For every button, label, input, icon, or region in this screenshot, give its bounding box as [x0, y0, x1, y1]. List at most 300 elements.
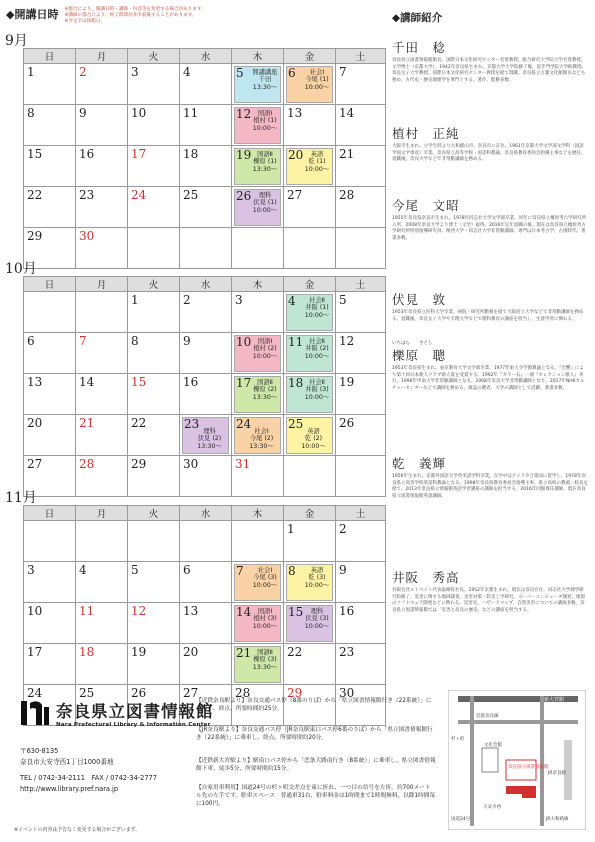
day-number: 27: [27, 457, 43, 471]
weekday-header: 水: [180, 277, 232, 292]
calendar-day-cell[interactable]: [232, 603, 284, 644]
calendar-day-cell[interactable]: [232, 644, 284, 685]
weekday-header: 木: [232, 506, 284, 521]
calendar-day-cell[interactable]: [284, 521, 336, 562]
calendar-day-cell[interactable]: [336, 105, 386, 146]
calendar-day-cell[interactable]: [76, 64, 128, 105]
weekday-header: 金: [284, 506, 336, 521]
calendar-day-cell: [336, 228, 386, 269]
library-logo: [20, 698, 214, 728]
calendar-week-row: [24, 562, 386, 603]
event-detail: 理科 伏見 (2) 13:30～: [197, 428, 222, 450]
day-number: 2: [183, 293, 191, 307]
day-number: 9: [339, 563, 347, 577]
calendar-week-row: [24, 228, 386, 269]
day-number: 17: [131, 147, 147, 161]
day-number: 21: [79, 416, 95, 430]
lecture-event[interactable]: [234, 376, 281, 413]
calendar-day-cell[interactable]: [284, 187, 336, 228]
calendar-day-cell[interactable]: [284, 105, 336, 146]
calendar-week-row: [24, 644, 386, 685]
event-detail: 国語Ⅰ 植村 (2) 10:00～: [252, 338, 278, 360]
lecture-event[interactable]: [234, 66, 281, 103]
day-number: 12: [236, 107, 252, 121]
lecturer-bio: 有限会社ルトペイト代表取締役社長。1952年京都生まれ。現在は奈良在住。同志社大学理学研究科修了。災害に関する地域調査、災害対策・防災工学研究、スーパーコンピュータ開発、地図のソフトウェア開発などに携わる。災害史、ハザードマップ、自然災害についての講演多数。奈良県立図書情報館では「災害と奈良の歴史」などの講座を担当する。: [392, 588, 586, 613]
day-number: 25: [183, 188, 199, 202]
calendar-day-cell[interactable]: [24, 562, 76, 603]
calendar-day-cell[interactable]: [128, 292, 180, 333]
day-number: 30: [339, 686, 355, 700]
lecturer-bio: 1953年奈良県立医科大学卒業。病院・研究所勤務を経て大阪府立大学などで非常勤講師を務める。退職後、奈良女子大学や天理大学などで理科教育の講座を担当し、生涯学習に関わる。: [392, 310, 584, 322]
calendar-day-cell[interactable]: [76, 456, 128, 497]
day-number: 24: [131, 188, 147, 202]
day-number: 14: [79, 375, 95, 389]
calendar-day-cell[interactable]: [76, 415, 128, 456]
day-number: 18: [183, 147, 199, 161]
day-number: 7: [339, 65, 347, 79]
library-address: [20, 746, 157, 794]
event-detail: 社会Ⅰ 今尾 (2) 13:30～: [249, 428, 274, 450]
day-number: 29: [131, 457, 147, 471]
calendar-day-cell[interactable]: [232, 292, 284, 333]
lecture-event[interactable]: [234, 646, 281, 683]
day-number: 28: [235, 686, 251, 700]
access-route: 【自家用車利用】国道24号の杉ヶ町交差点を東に折れ、一つ目の信号を左折。約700メートル先の左手です。駐車スペース 普通車31台、駐車料金は1時間まで1時間無料、以降1時間毎に100円。: [196, 785, 436, 807]
calendar-day-cell[interactable]: [24, 187, 76, 228]
calendar-day-cell[interactable]: [284, 603, 336, 644]
weekday-header: 土: [336, 506, 386, 521]
weekday-header: 土: [336, 49, 386, 64]
lecture-event[interactable]: [234, 417, 281, 454]
calendar-week-row: [24, 603, 386, 644]
month-label: 11月: [5, 490, 37, 506]
calendar-day-cell[interactable]: [24, 146, 76, 187]
calendar-day-cell: [24, 521, 76, 562]
lecturers-title: ◆講師紹介: [392, 12, 443, 24]
calendar-day-cell[interactable]: [128, 105, 180, 146]
calendar-day-cell[interactable]: [284, 64, 336, 105]
schedule-header: [6, 6, 206, 26]
calendar-day-cell[interactable]: [76, 146, 128, 187]
lecture-event[interactable]: [182, 417, 229, 454]
calendar-day-cell[interactable]: [76, 374, 128, 415]
day-number: 22: [27, 188, 43, 202]
street-address: 奈良市大安寺西1丁目1000番地: [20, 757, 114, 766]
day-number: 27: [287, 188, 303, 202]
weekday-header: 火: [128, 277, 180, 292]
day-number: 1: [287, 522, 295, 536]
calendar-day-cell[interactable]: [180, 644, 232, 685]
calendar-day-cell[interactable]: [336, 644, 386, 685]
day-number: 22: [287, 645, 303, 659]
lecturer-name: 千田 稔: [392, 40, 447, 55]
calendar-day-cell[interactable]: [128, 64, 180, 105]
event-detail: 英語 乾 (2) 10:00～: [301, 428, 326, 450]
lecture-event[interactable]: [286, 294, 333, 331]
calendar-week-row: [24, 292, 386, 333]
lecture-event[interactable]: [286, 66, 333, 103]
calendar-day-cell[interactable]: [180, 603, 232, 644]
day-number: 7: [236, 564, 244, 578]
weekday-header: 金: [284, 277, 336, 292]
calendar-day-cell: [180, 521, 232, 562]
map-label: 奈良県立図書情報館: [508, 765, 549, 770]
lecturer-name: 井阪 秀高: [392, 570, 460, 585]
lecture-event[interactable]: [286, 417, 333, 454]
access-route: 【JR奈良駅より】奈良交通バス停（JR奈良駅東口バス停6番のりば）から「県立図書情報館行き（22系統）」に乗車し、終点、所要時間約20分。: [196, 727, 433, 741]
calendar-day-cell: [128, 228, 180, 269]
calendar-week-row: [24, 521, 386, 562]
calendar-table: [23, 276, 386, 497]
day-number: 21: [339, 147, 355, 161]
library-name-en: Nara Prefectural Library & Information Center: [56, 722, 211, 728]
lecturer-bio: 大阪市生まれ。小学生時より大和郡山市、奈良市に在住。1961年京都大学文学部文学科（国語学国文学専攻）卒業。奈良県立高等学校・国語科教諭、奈良県教育委員会指導主事などを歴任。退職後、奈良大学などで非常勤講師を務める。: [392, 144, 586, 163]
calendar-day-cell[interactable]: [336, 64, 386, 105]
calendar-day-cell[interactable]: [24, 374, 76, 415]
calendar-day-cell[interactable]: [24, 64, 76, 105]
calendar-day-cell[interactable]: [180, 456, 232, 497]
day-number: 5: [236, 66, 244, 80]
calendar-day-cell[interactable]: [336, 415, 386, 456]
day-number: 19: [236, 148, 252, 162]
day-number: 29: [287, 686, 303, 700]
day-number: 19: [339, 375, 355, 389]
day-number: 23: [79, 188, 95, 202]
lecturer-bio: 1956年生まれ。京都外国語大学英米語学科卒業。在学中はアメリカ合衆国に留学し、1978年奈良県立高等学校英語科教諭となる。1998年奈良県教育委員会指導主事、県立高校の教頭・校長を経て、2013年奈良県立情報館英語学習講座の講師を担当する。2016年同館専任講師、現在奈良県立図書情報館英語講師。: [392, 474, 588, 499]
calendar-week-row: [24, 415, 386, 456]
calendar-day-cell[interactable]: [24, 644, 76, 685]
day-number: 1: [131, 293, 139, 307]
weekday-header: 金: [284, 49, 336, 64]
calendar-day-cell[interactable]: [180, 415, 232, 456]
calendar-day-cell[interactable]: [180, 292, 232, 333]
day-number: 30: [183, 457, 199, 471]
calendar-day-cell[interactable]: [284, 374, 336, 415]
day-number: 7: [79, 334, 87, 348]
event-detail: 国語Ⅰ 植村 (1) 10:00～: [252, 110, 278, 132]
weekday-header: 日: [24, 277, 76, 292]
day-number: 5: [131, 563, 139, 577]
lecture-event[interactable]: [234, 335, 281, 372]
calendar-day-cell: [76, 521, 128, 562]
day-number: 10: [27, 604, 43, 618]
lecturer-bio: 1953年奈良県生まれ。東京教育大学文学部卒業。1977年東大寺学園教諭となる。『光響』により第十回日本歌人クラブ新人賞を受賞する。1992年『カラー石』一冊『セレクション歌人』刊行。1996年甲南大学非常勤講師となる。2008年奈良大学非常勤講師となり、2017年NHKカルチャーセンターなどで講師を務める。歌誌の選者、大学の講師として活躍。著書多数。: [392, 366, 585, 391]
postal-code: 〒630-8135: [20, 747, 59, 755]
day-number: 31: [235, 457, 251, 471]
day-number: 25: [79, 686, 95, 700]
calendar-day-cell[interactable]: [232, 64, 284, 105]
lecturer-entry: [392, 124, 588, 164]
lecture-event[interactable]: [234, 564, 281, 601]
calendar-day-cell: [284, 228, 336, 269]
event-detail: 開講講座 千田 13:30～: [252, 69, 278, 91]
weekday-header: 月: [76, 506, 128, 521]
day-number: 12: [339, 334, 355, 348]
calendar-day-cell[interactable]: [128, 146, 180, 187]
calendar-day-cell[interactable]: [336, 187, 386, 228]
library-logo-icon: [20, 699, 50, 727]
calendar-day-cell[interactable]: [284, 333, 336, 374]
calendar-day-cell[interactable]: [232, 146, 284, 187]
day-number: 19: [131, 645, 147, 659]
day-number: 24: [236, 417, 252, 431]
event-detail: 社会Ⅱ 井阪 (2) 10:00～: [304, 338, 330, 360]
calendar-day-cell[interactable]: [76, 562, 128, 603]
lecturer-entry: [392, 454, 588, 500]
lecture-event[interactable]: [234, 189, 281, 226]
schedule-title: ◆開講日時: [6, 8, 59, 21]
day-number: 9: [183, 334, 191, 348]
lecturer-name: 今尾 文昭: [392, 198, 460, 213]
calendar-day-cell[interactable]: [24, 333, 76, 374]
calendar-day-cell[interactable]: [336, 562, 386, 603]
day-number: 27: [183, 686, 199, 700]
day-number: 2: [79, 65, 87, 79]
map-label: JR大和路線: [546, 817, 569, 822]
lecture-event[interactable]: [286, 376, 333, 413]
calendar-week-row: [24, 456, 386, 497]
lecturer-entry: [392, 290, 588, 323]
map-label: 近鉄奈良線: [476, 714, 499, 719]
calendar-day-cell[interactable]: [128, 415, 180, 456]
day-number: 23: [184, 417, 200, 431]
lecturer-entry: [392, 568, 588, 614]
day-number: 26: [339, 416, 355, 430]
lecture-event[interactable]: [286, 148, 333, 185]
calendar-day-cell[interactable]: [76, 603, 128, 644]
calendar-day-cell[interactable]: [336, 374, 386, 415]
calendar-day-cell: [232, 521, 284, 562]
event-detail: 英語 乾 (1) 10:00～: [304, 151, 330, 173]
schedule-notes: [64, 7, 205, 26]
day-number: 16: [339, 604, 355, 618]
calendar-day-cell[interactable]: [232, 456, 284, 497]
event-detail: 英語 乾 (3) 10:00～: [304, 567, 330, 589]
calendar-day-cell[interactable]: [284, 146, 336, 187]
calendar-day-cell[interactable]: [180, 105, 232, 146]
calendar-day-cell[interactable]: [76, 333, 128, 374]
calendar-day-cell[interactable]: [232, 105, 284, 146]
calendar-day-cell[interactable]: [232, 415, 284, 456]
event-detail: 理科 伏見 (1) 10:00～: [252, 192, 278, 214]
day-number: 2: [339, 522, 347, 536]
day-number: 13: [287, 106, 303, 120]
month-label: 10月: [5, 261, 37, 277]
day-number: 1: [27, 65, 35, 79]
calendar-day-cell[interactable]: [128, 562, 180, 603]
day-number: 16: [79, 147, 95, 161]
calendar-day-cell[interactable]: [180, 333, 232, 374]
day-number: 4: [79, 563, 87, 577]
weekday-header: 火: [128, 49, 180, 64]
day-number: 24: [27, 686, 43, 700]
note-line: ※赤文字は休館日。: [64, 19, 106, 25]
day-number: 8: [131, 334, 139, 348]
day-number: 28: [79, 457, 95, 471]
day-number: 10: [236, 335, 252, 349]
weekday-header: 水: [180, 506, 232, 521]
day-number: 6: [288, 66, 296, 80]
lecturer-bio: 1955年奈良県奈良市生まれ。1978年同志社大学文学部卒業。同年に奈良県立橿原考古学研究所入所。2008年奈良大学より博士（文学）取得。2016年定年退職の後、現在は奈良県立橿原考古学研究所特別指導研究員、関西大学・同志社大学非常勤講師。専門は日本考古学、古墳時代。著書多数。: [392, 216, 587, 241]
calendar-day-cell[interactable]: [336, 521, 386, 562]
map-label: 国道24号: [451, 817, 471, 822]
event-detail: 国語Ⅱ 櫟原 (3) 13:30～: [252, 649, 278, 671]
calendar-week-row: [24, 146, 386, 187]
lecturer-entry: [392, 196, 588, 242]
calendar-day-cell[interactable]: [24, 603, 76, 644]
event-detail: 社会Ⅱ 井阪 (1) 10:00～: [304, 297, 330, 319]
calendar-day-cell[interactable]: [180, 64, 232, 105]
footer-note: ※イベントの内容は予告なく変更する場合がございます。: [14, 827, 140, 833]
calendar-week-row: [24, 64, 386, 105]
day-number: 20: [288, 148, 304, 162]
lecturer-entry: [392, 340, 588, 392]
day-number: 29: [27, 229, 43, 243]
day-number: 11: [79, 604, 95, 618]
lecturer-bio: 奈良県立図書情報館館長。国際日本文化研究センター名誉教授。総合研究大学院大学名誉教授。文学博士（京都大学）。1942年奈良県生まれ。京都大学大学院修了後、追手門学院大学助教授、奈良女子大学教授、国際日本文化研究センター教授を経て現職。奈良県立万葉文化館館長なども務め、古代史・歴史地理学を専門とする。著作、監修多数。: [392, 58, 586, 83]
day-number: 16: [183, 375, 199, 389]
day-number: 18: [288, 376, 304, 390]
calendar-day-cell[interactable]: [180, 187, 232, 228]
day-number: 5: [339, 293, 347, 307]
day-number: 14: [339, 106, 355, 120]
calendar-day-cell: [76, 292, 128, 333]
event-detail: 理科 伏見 (3) 10:00～: [304, 608, 330, 630]
calendar-day-cell[interactable]: [284, 562, 336, 603]
calendar-day-cell[interactable]: [232, 187, 284, 228]
calendar-day-cell[interactable]: [232, 374, 284, 415]
day-number: 15: [131, 375, 147, 389]
day-number: 6: [27, 334, 35, 348]
calendar-day-cell[interactable]: [180, 374, 232, 415]
lecturer-name: 櫟原 聰: [392, 348, 447, 363]
calendar-day-cell[interactable]: [128, 374, 180, 415]
lecture-event[interactable]: [286, 335, 333, 372]
lecture-event[interactable]: [234, 107, 281, 144]
weekday-header: 月: [76, 49, 128, 64]
lecturer-name-reading: いちはら さとし: [392, 341, 433, 346]
calendar-day-cell[interactable]: [336, 292, 386, 333]
day-number: 6: [183, 563, 191, 577]
day-number: 8: [288, 564, 296, 578]
calendar-day-cell[interactable]: [232, 333, 284, 374]
calendar-day-cell[interactable]: [336, 146, 386, 187]
day-number: 22: [131, 416, 147, 430]
calendar-day-cell[interactable]: [232, 562, 284, 603]
lecture-event[interactable]: [286, 605, 333, 642]
event-detail: 社会Ⅰ 今尾 (1) 10:00～: [304, 69, 330, 91]
calendar-day-cell[interactable]: [180, 146, 232, 187]
day-number: 13: [27, 375, 43, 389]
calendar-day-cell[interactable]: [76, 105, 128, 146]
event-detail: 国語Ⅱ 櫟原 (2) 13:30～: [252, 379, 278, 401]
day-number: 12: [131, 604, 147, 618]
lecturer-name: 乾 義輝: [392, 456, 447, 471]
day-number: 3: [235, 293, 243, 307]
calendar-day-cell: [284, 456, 336, 497]
calendar-day-cell[interactable]: [24, 415, 76, 456]
calendar-table: [23, 48, 386, 269]
day-number: 30: [79, 229, 95, 243]
calendar-day-cell: [180, 228, 232, 269]
day-number: 17: [27, 645, 43, 659]
day-number: 21: [236, 646, 252, 660]
map-label: 新大宮駅: [544, 697, 565, 703]
event-detail: 社会Ⅱ 井阪 (3) 10:00～: [304, 379, 330, 401]
day-number: 11: [183, 106, 199, 120]
calendar-week-row: [24, 105, 386, 146]
day-number: 9: [79, 106, 87, 120]
day-number: 20: [183, 645, 199, 659]
note-line: ※講師の都合により、終了時間が多少前後することがあります。: [64, 13, 197, 19]
library-name-jp: 奈良県立図書情報館: [56, 702, 214, 721]
event-detail: 社会Ⅰ 今尾 (3) 10:00～: [252, 567, 278, 589]
calendar-day-cell[interactable]: [76, 644, 128, 685]
day-number: 3: [131, 65, 139, 79]
day-number: 17: [236, 376, 252, 390]
calendar-day-cell[interactable]: [336, 333, 386, 374]
map-label: 大安寺西: [483, 805, 501, 810]
calendar-day-cell: [232, 228, 284, 269]
website-link[interactable]: http://www.library.pref.nara.jp: [20, 784, 119, 793]
day-number: 11: [288, 335, 304, 349]
note-line: ※都合により、開講日時・講師・内容等を変更する場合があります。: [64, 7, 206, 12]
map-label: 文化会館: [484, 743, 502, 748]
lecturer-name: 植村 正純: [392, 126, 460, 141]
calendar-day-cell[interactable]: [180, 562, 232, 603]
calendar-day-cell[interactable]: [128, 644, 180, 685]
lecture-event[interactable]: [286, 564, 333, 601]
day-number: 13: [183, 604, 199, 618]
weekday-header: 日: [24, 506, 76, 521]
weekday-header: 木: [232, 277, 284, 292]
day-number: 25: [288, 417, 304, 431]
map-label: JR奈良駅: [548, 771, 566, 776]
calendar-day-cell: [128, 521, 180, 562]
day-number: 4: [183, 65, 191, 79]
access-route: 【近鉄奈良駅より】奈良交通バス停（8番のりば）から「県立図書情報館行き（22系統）」に乗車し、終点、所要時間約25分。: [196, 698, 432, 712]
weekday-header: 日: [24, 49, 76, 64]
calendar-table: [23, 505, 386, 726]
calendar-day-cell[interactable]: [128, 456, 180, 497]
day-number: 20: [27, 416, 43, 430]
calendar-day-cell[interactable]: [284, 415, 336, 456]
calendar-week-row: [24, 333, 386, 374]
calendar-day-cell: [336, 456, 386, 497]
day-number: 26: [236, 189, 252, 203]
calendar-day-cell[interactable]: [24, 105, 76, 146]
lecture-event[interactable]: [234, 605, 281, 642]
calendar-day-cell[interactable]: [284, 292, 336, 333]
lecture-event[interactable]: [234, 148, 281, 185]
phone-fax: TEL / 0742-34-2111 FAX / 0742-34-2777: [20, 774, 157, 782]
day-number: 15: [27, 147, 43, 161]
calendar-day-cell[interactable]: [128, 603, 180, 644]
calendar-day-cell[interactable]: [128, 333, 180, 374]
calendar-day-cell[interactable]: [336, 603, 386, 644]
day-number: 15: [288, 605, 304, 619]
weekday-header: 木: [232, 49, 284, 64]
calendar-day-cell[interactable]: [76, 228, 128, 269]
event-detail: 国語Ⅰ 植村 (3) 10:00～: [252, 608, 278, 630]
event-detail: 国語Ⅱ 櫟原 (1) 13:30～: [252, 151, 278, 173]
calendar-day-cell[interactable]: [76, 187, 128, 228]
access-route: 【近鉄新大宮駅より】駅南口バス停から「恋条大路南行き（8系統）」に乗車し、県立図書情報館下車。徒歩5分、所要時間約15分。: [196, 758, 436, 772]
calendar-day-cell[interactable]: [284, 644, 336, 685]
weekday-header: 水: [180, 49, 232, 64]
lecturer-name: 伏見 敦: [392, 292, 447, 307]
calendar-day-cell[interactable]: [128, 187, 180, 228]
